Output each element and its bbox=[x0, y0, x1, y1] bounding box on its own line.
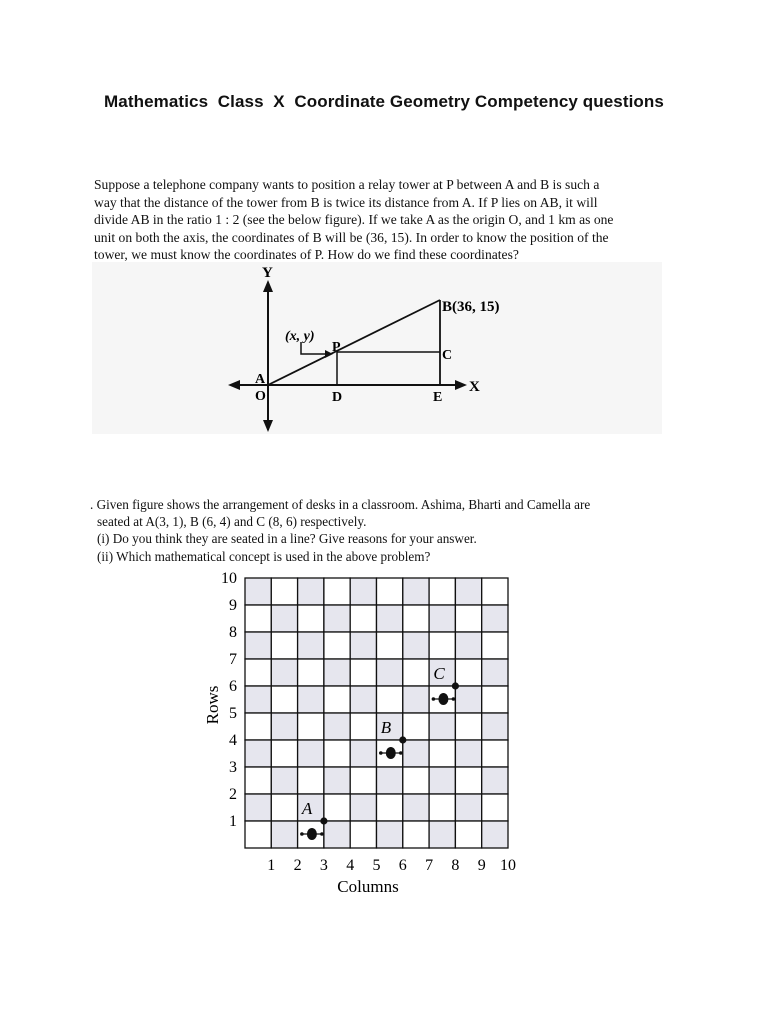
grid-cell bbox=[403, 632, 429, 659]
grid-cell bbox=[245, 713, 271, 740]
grid-cell bbox=[482, 713, 508, 740]
grid-cell bbox=[271, 578, 297, 605]
point-d-label: D bbox=[332, 390, 343, 405]
point-e-label: E bbox=[433, 390, 443, 405]
grid-cell bbox=[245, 605, 271, 632]
grid-cell bbox=[271, 740, 297, 767]
row-tick-label: 1 bbox=[229, 813, 237, 830]
row-tick-label: 8 bbox=[229, 624, 237, 641]
row-tick-labels bbox=[221, 570, 237, 830]
grid-cell bbox=[403, 578, 429, 605]
grid-cell bbox=[455, 659, 481, 686]
grid-cell bbox=[403, 767, 429, 794]
grid-cell bbox=[245, 794, 271, 821]
grid-cell bbox=[455, 605, 481, 632]
question-1-line: tower, we must know the coordinates of P. How do we find these coordinates? bbox=[94, 247, 519, 263]
row-tick-label: 4 bbox=[229, 732, 237, 749]
grid-cell bbox=[455, 740, 481, 767]
relay-tower-figure bbox=[92, 262, 662, 434]
grid-cell bbox=[377, 605, 403, 632]
grid-cell bbox=[403, 686, 429, 713]
grid-cell bbox=[298, 659, 324, 686]
grid-cell bbox=[377, 794, 403, 821]
grid-cell bbox=[482, 821, 508, 848]
grid-cell bbox=[245, 767, 271, 794]
row-tick-label: 7 bbox=[229, 651, 237, 668]
desk-point-label: A bbox=[301, 799, 313, 818]
x-axis-label: X bbox=[469, 379, 480, 395]
grid-cell bbox=[455, 686, 481, 713]
grid-cell bbox=[298, 578, 324, 605]
question-2-line bbox=[90, 496, 590, 513]
grid-cell bbox=[455, 713, 481, 740]
question-1-line: divide AB in the ratio 1 : 2 (see the below figure). If we take A as the origin O, and 1 km as one bbox=[94, 212, 614, 228]
grid-cell bbox=[403, 713, 429, 740]
column-tick-label: 8 bbox=[451, 857, 460, 874]
grid-cell bbox=[324, 740, 350, 767]
question-2-text bbox=[90, 496, 590, 565]
grid-cell bbox=[324, 659, 350, 686]
grid-cell bbox=[271, 686, 297, 713]
column-tick-label: 9 bbox=[477, 857, 486, 874]
grid-cell bbox=[377, 659, 403, 686]
grid-cell bbox=[377, 578, 403, 605]
grid-cell bbox=[245, 686, 271, 713]
grid-cell bbox=[350, 578, 376, 605]
grid-cell bbox=[350, 740, 376, 767]
grid-cell bbox=[324, 686, 350, 713]
question-2-line: (ii) Which mathematical concept is used in the above problem? bbox=[97, 548, 431, 564]
grid-cell bbox=[324, 605, 350, 632]
grid-cell bbox=[403, 605, 429, 632]
grid-cell bbox=[403, 821, 429, 848]
column-tick-label: 6 bbox=[398, 857, 407, 874]
grid-cells bbox=[245, 578, 508, 848]
point-p-label: P bbox=[332, 340, 341, 355]
grid-cell bbox=[324, 578, 350, 605]
row-tick-label: 3 bbox=[229, 759, 237, 776]
row-tick-label: 10 bbox=[221, 570, 237, 587]
column-tick-label: 1 bbox=[267, 857, 276, 874]
row-tick-label: 6 bbox=[229, 678, 237, 695]
grid-cell bbox=[429, 632, 455, 659]
grid-cell bbox=[482, 794, 508, 821]
desk-point-label: B bbox=[380, 718, 392, 737]
grid-cell bbox=[324, 632, 350, 659]
grid-cell bbox=[271, 659, 297, 686]
grid-cell bbox=[403, 659, 429, 686]
desk-bar-end bbox=[300, 832, 304, 836]
y-axis-label: Y bbox=[262, 265, 273, 281]
x-axis-label: Columns bbox=[337, 877, 399, 896]
question-1-text bbox=[94, 176, 664, 264]
grid-cell bbox=[482, 578, 508, 605]
desk-point bbox=[452, 682, 459, 689]
grid-cell bbox=[429, 605, 455, 632]
grid-cell bbox=[271, 605, 297, 632]
grid-cell bbox=[350, 794, 376, 821]
origin-label: O bbox=[255, 389, 266, 404]
grid-cell bbox=[271, 713, 297, 740]
grid-cell bbox=[324, 713, 350, 740]
grid-cell bbox=[271, 794, 297, 821]
grid-cell bbox=[429, 713, 455, 740]
grid-cell bbox=[245, 578, 271, 605]
grid-cell bbox=[429, 740, 455, 767]
point-a-label: A bbox=[255, 372, 266, 387]
grid-cell bbox=[429, 578, 455, 605]
desk-marker bbox=[307, 828, 317, 840]
grid-cell bbox=[429, 767, 455, 794]
row-tick-label: 2 bbox=[229, 786, 237, 803]
grid-cell bbox=[377, 632, 403, 659]
grid-cell bbox=[298, 740, 324, 767]
grid-cell bbox=[429, 821, 455, 848]
row-tick-label: 9 bbox=[229, 597, 237, 614]
grid-cell bbox=[482, 659, 508, 686]
desk-bar-end bbox=[432, 697, 436, 701]
figure-background bbox=[92, 262, 662, 434]
desk-point bbox=[399, 736, 406, 743]
grid-cell bbox=[298, 713, 324, 740]
grid-cell bbox=[377, 821, 403, 848]
point-p-coordinates-label: (x, y) bbox=[285, 329, 315, 344]
grid-cell bbox=[245, 632, 271, 659]
desk-point bbox=[320, 817, 327, 824]
desk-point-label: C bbox=[433, 664, 445, 683]
grid-cell bbox=[377, 767, 403, 794]
grid-cell bbox=[298, 686, 324, 713]
grid-cell bbox=[271, 821, 297, 848]
grid-cell bbox=[482, 632, 508, 659]
grid-cell bbox=[298, 632, 324, 659]
grid-cell bbox=[455, 794, 481, 821]
column-tick-label: 2 bbox=[293, 857, 302, 874]
point-b-label: B(36, 15) bbox=[442, 299, 500, 315]
grid-cell bbox=[455, 578, 481, 605]
column-tick-label: 7 bbox=[425, 857, 434, 874]
y-axis-label: Rows bbox=[203, 685, 222, 725]
row-tick-label: 5 bbox=[229, 705, 237, 722]
grid-cell bbox=[482, 767, 508, 794]
question-1-line: way that the distance of the tower from B is twice its distance from A. If P lies on AB, it will bbox=[94, 194, 598, 210]
question-2-line: (i) Do you think they are seated in a line? Give reasons for your answer. bbox=[97, 531, 477, 547]
grid-cell bbox=[482, 686, 508, 713]
grid-cell bbox=[350, 713, 376, 740]
grid-cell bbox=[245, 659, 271, 686]
question-1-line: Suppose a telephone company wants to position a relay tower at P between A and B is such a bbox=[94, 177, 600, 192]
grid-cell bbox=[403, 740, 429, 767]
desk-marker bbox=[386, 747, 396, 759]
grid-cell bbox=[324, 794, 350, 821]
grid-cell bbox=[482, 605, 508, 632]
grid-cell bbox=[298, 767, 324, 794]
grid-cell bbox=[271, 767, 297, 794]
grid-cell bbox=[324, 821, 350, 848]
question-2-line: seated at A(3, 1), B (6, 4) and C (8, 6) respectively. bbox=[97, 514, 367, 530]
grid-cell bbox=[429, 794, 455, 821]
grid-cell bbox=[350, 686, 376, 713]
desk-bar-end bbox=[320, 832, 324, 836]
desk-bar-end bbox=[452, 697, 456, 701]
grid-cell bbox=[271, 632, 297, 659]
grid-cell bbox=[324, 767, 350, 794]
point-c-label: C bbox=[442, 348, 453, 363]
grid-cell bbox=[350, 767, 376, 794]
grid-cell bbox=[455, 767, 481, 794]
desk-bar-end bbox=[379, 751, 383, 755]
column-tick-label: 5 bbox=[372, 857, 381, 874]
grid-cell bbox=[455, 821, 481, 848]
column-tick-label: 3 bbox=[319, 857, 328, 874]
grid-cell bbox=[482, 740, 508, 767]
grid-cell bbox=[350, 632, 376, 659]
classroom-desk-grid-figure bbox=[190, 560, 530, 905]
grid-cell bbox=[350, 659, 376, 686]
grid-cell bbox=[377, 686, 403, 713]
desk-marker bbox=[438, 693, 448, 705]
question-2-bullet: . bbox=[90, 497, 94, 512]
grid-cell bbox=[298, 605, 324, 632]
question-1-line: unit on both the axis, the coordinates of B will be (36, 15). In order to know the position of the bbox=[94, 229, 609, 245]
page-title: Mathematics Class X Coordinate Geometry Competency questions bbox=[104, 92, 664, 111]
grid-cell bbox=[245, 740, 271, 767]
question-2-line-text: Given figure shows the arrangement of desks in a classroom. Ashima, Bharti and Camella are bbox=[96, 497, 591, 512]
grid-cell bbox=[403, 794, 429, 821]
column-tick-label: 10 bbox=[500, 857, 516, 874]
column-tick-labels bbox=[267, 857, 516, 874]
column-tick-label: 4 bbox=[346, 857, 355, 874]
grid-cell bbox=[455, 632, 481, 659]
grid-cell bbox=[350, 821, 376, 848]
grid-cell bbox=[245, 821, 271, 848]
desk-bar-end bbox=[399, 751, 403, 755]
grid-cell bbox=[350, 605, 376, 632]
